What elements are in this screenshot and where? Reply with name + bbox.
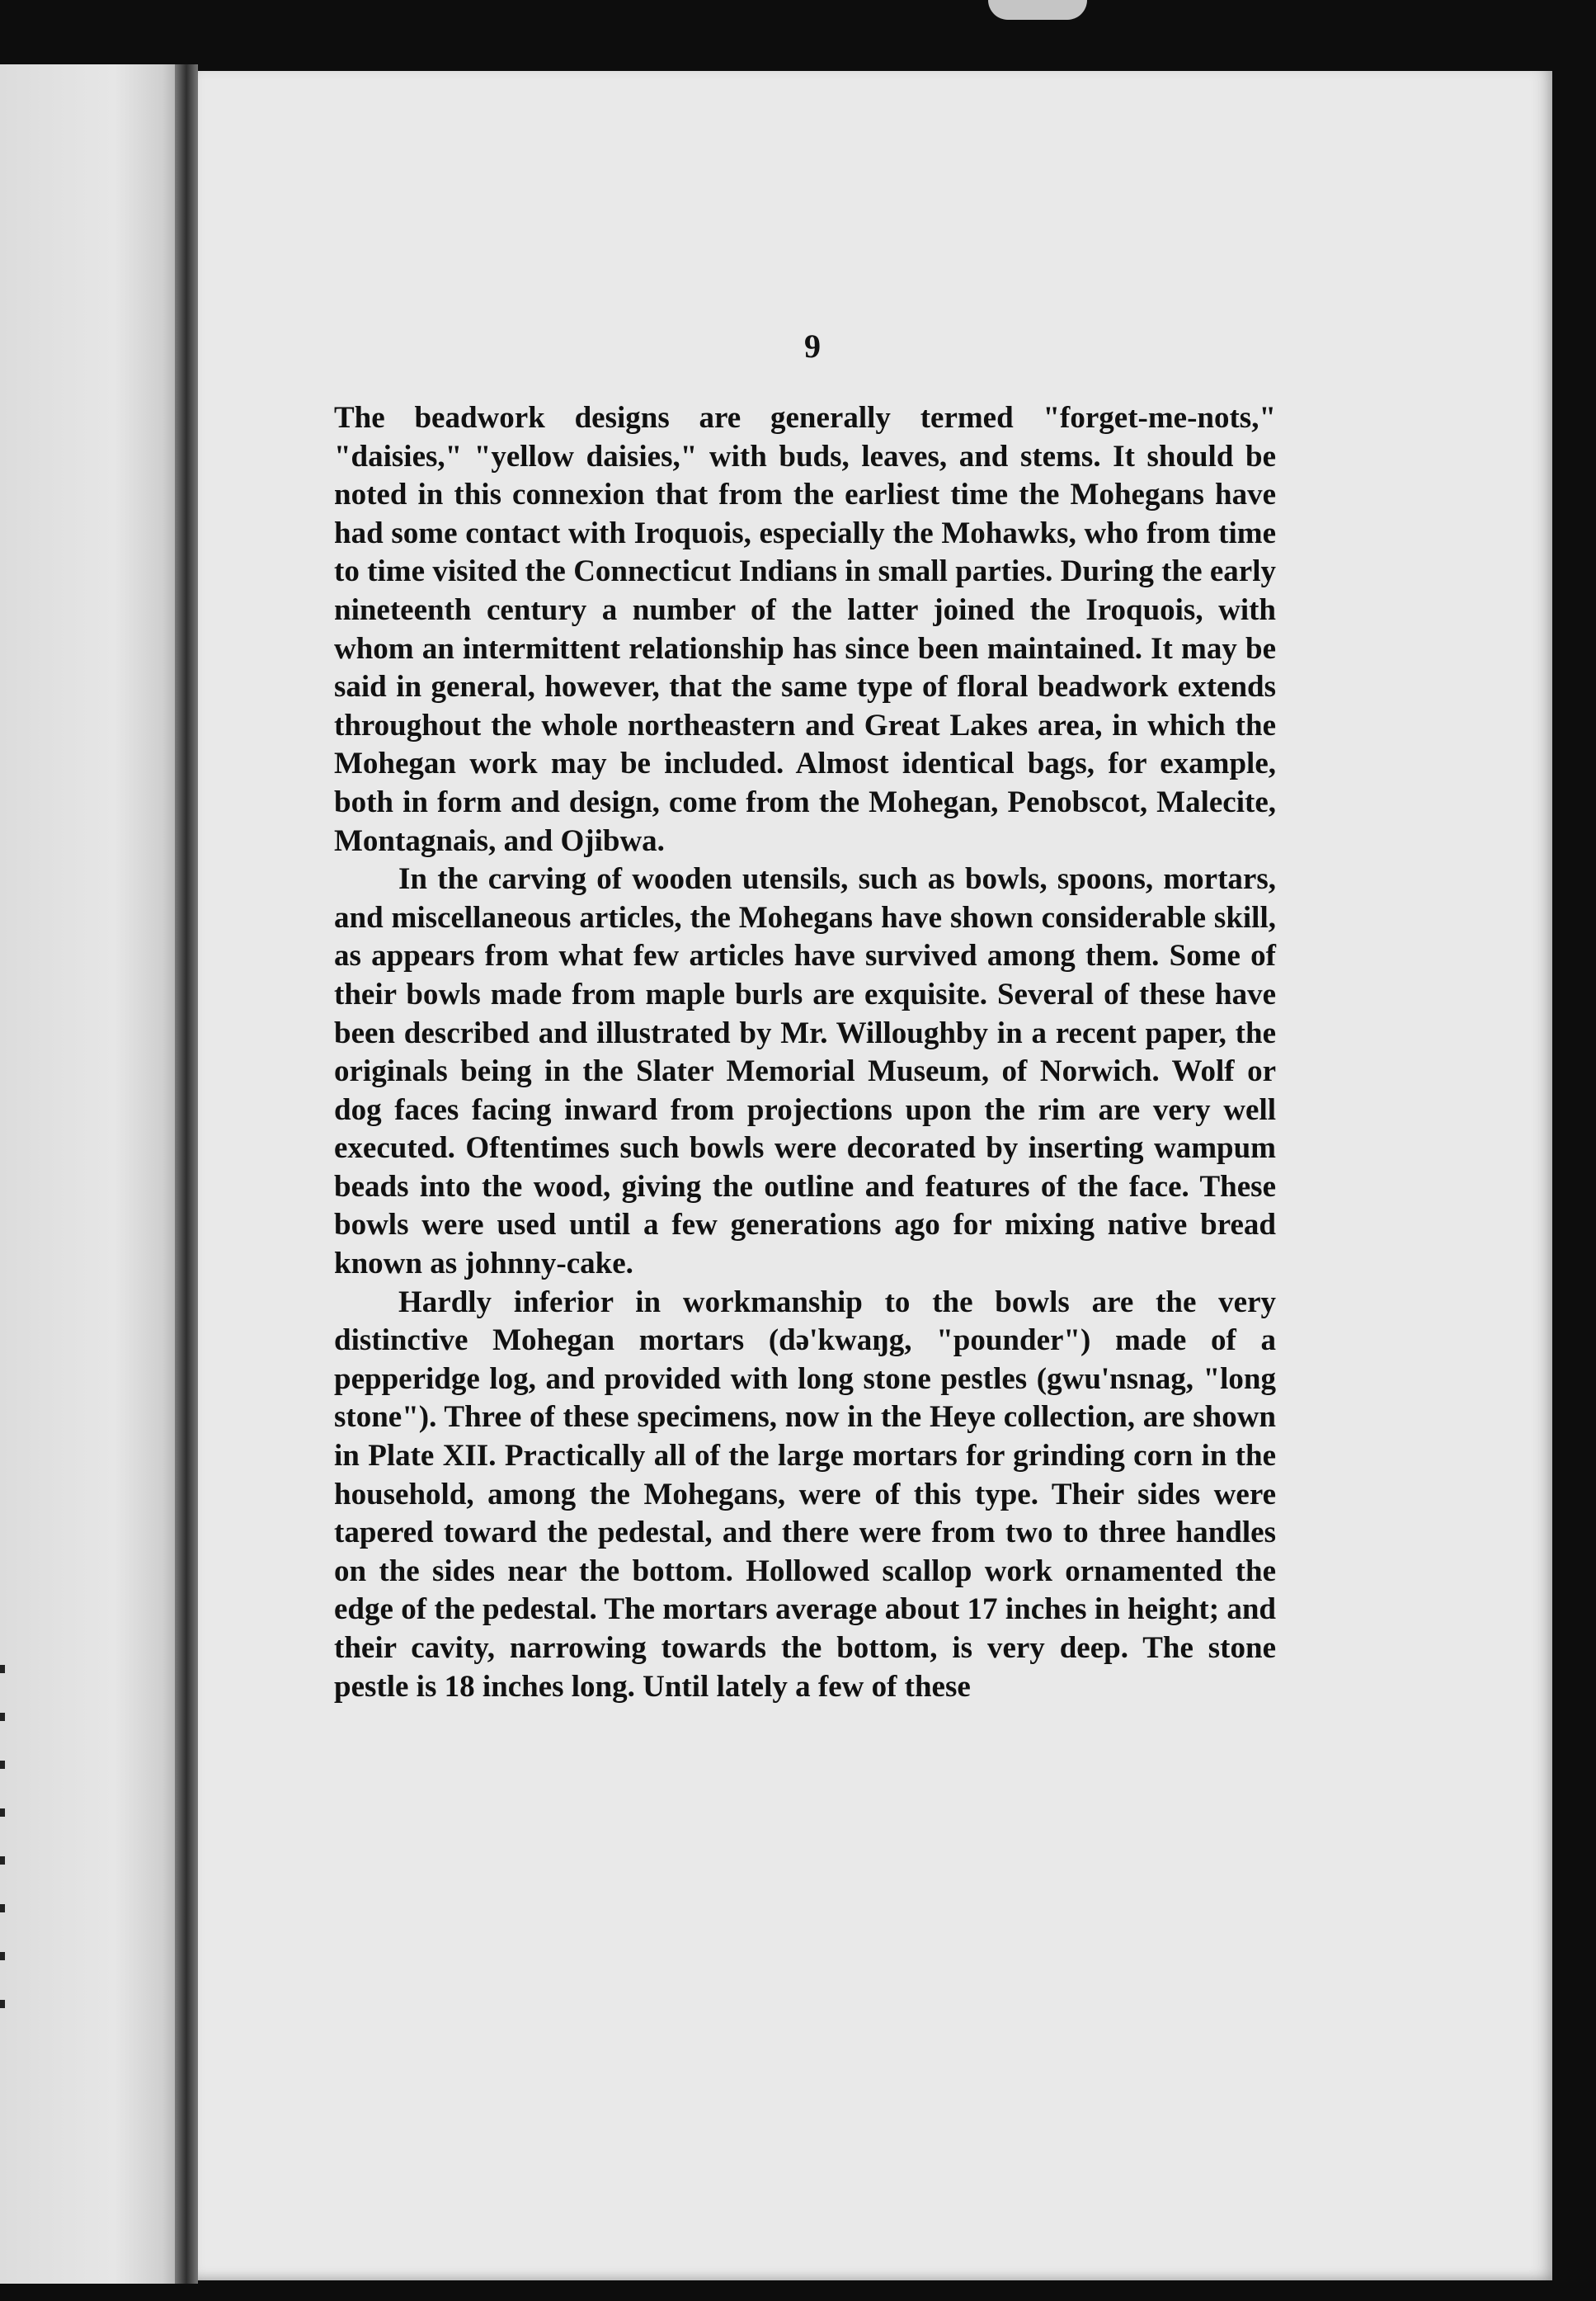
page-number: 9 bbox=[804, 328, 821, 365]
book-gutter bbox=[175, 64, 198, 2284]
left-page-marks bbox=[0, 1665, 8, 2011]
paragraph: The beadwork designs are generally termed "forget-me-nots," "daisies," "yellow daisies," with buds, leaves, and stems. It should be noted in this connexion that from the earliest time the Mohegans have had some contact with Iroquois, especially the Mohawks, who from time to time visited the Connecticut Indians in small parties. During the early nineteenth century a number of the latter joined the Iroquois, with whom an intermittent relationship has since been maintained. It may be said in general, however, that the same type of floral beadwork extends throughout the whole northeastern and Great Lakes area, in which the Mohegan work may be included. Almost identical bags, for example, both in form and design, come from the Mohegan, Penobscot, Malecite, Montagnais, and Ojibwa. bbox=[334, 401, 1276, 858]
left-page-edge bbox=[0, 64, 191, 2284]
body-text bbox=[334, 399, 1276, 1706]
paragraph: In the carving of wooden utensils, such as bowls, spoons, mortars, and miscellaneous articles, the Mohegans have shown considerable skill, as appears from what few articles have survived among them. Some of their bowls made from maple burls are exquisite. Several of these have been described and illustrated by Mr. Willoughby in a recent paper, the originals being in the Slater Memorial Museum, of Norwich. Wolf or dog faces facing inward from projections upon the rim are very well executed. Oftentimes such bowls were decorated by inserting wampum beads into the wood, giving the outline and features of the face. These bowls were used until a few generations ago for mixing native bread known as johnny-cake. bbox=[334, 862, 1276, 1281]
paragraph: Hardly inferior in workmanship to the bowls are the very distinctive Mohegan mortars (də'kwaŋg, "pounder") made of a pepperidge log, and provided with long stone pestles (gwu'nsnag, "long stone"). Three of these specimens, now in the Heye collection, are shown in Plate XII. Practically all of the large mortars for grinding corn in the household, among the Mohegans, were of this type. Their sides were tapered toward the pedestal, and there were from two to three handles on the sides near the bottom. Hollowed scallop work ornamented the edge of the pedestal. The mortars average about 17 inches in height; and their cavity, narrowing towards the bottom, is very deep. The stone pestle is 18 inches long. Until lately a few of these bbox=[334, 1285, 1276, 1704]
scan-artifact bbox=[988, 0, 1087, 20]
